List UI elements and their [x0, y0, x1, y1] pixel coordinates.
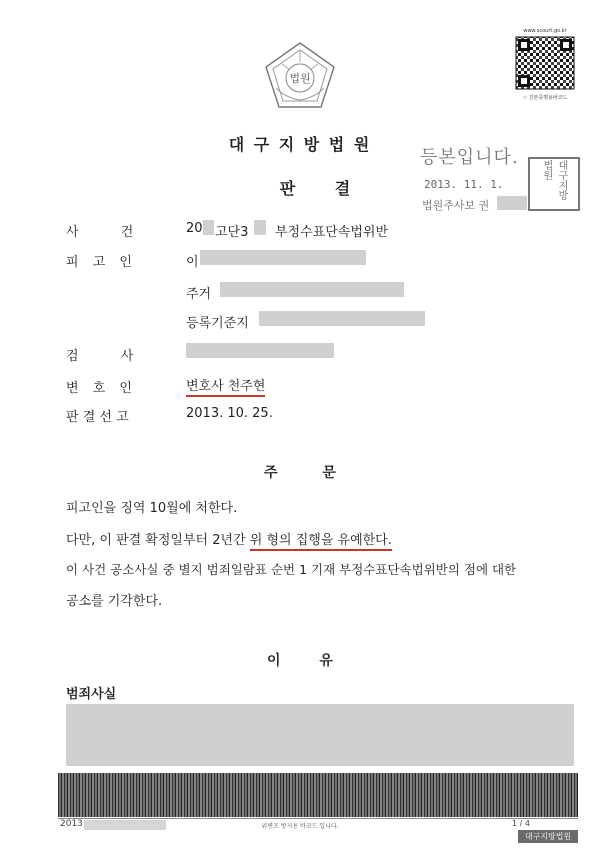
order-line-4: 공소를 기각한다.	[66, 594, 163, 609]
court-emblem	[262, 40, 338, 110]
case-name: 부정수표단속법위반	[275, 225, 389, 240]
certified-copy-stamp: 등본입니다.	[420, 147, 519, 168]
qr-code[interactable]	[512, 28, 578, 100]
footer-center: 위변조 방지용 바코드 입니다.	[261, 823, 339, 830]
reasons-heading: 이 유	[267, 653, 333, 669]
defendant-label: 피 고 인	[66, 255, 132, 270]
redaction-clerk-name	[497, 196, 527, 210]
stamp-date: 2013. 11. 1.	[424, 178, 504, 191]
footer-right: 대구지방법원	[524, 832, 572, 841]
case-number-mid: 고단3	[215, 225, 249, 240]
seal-text: 대구지방법원	[541, 160, 567, 200]
page-number: 1 / 4	[512, 819, 530, 828]
redaction-footer-case	[84, 820, 166, 830]
footer-bar	[58, 818, 578, 819]
redaction-case-number	[254, 220, 266, 235]
order-heading: 주 문	[264, 465, 336, 481]
stamp-clerk: 법원주사보 권	[422, 199, 490, 212]
address-label: 주거	[186, 287, 212, 302]
redaction-prosecutor	[186, 343, 334, 358]
defendant-name: 이	[186, 255, 199, 270]
document-title: 판 결	[279, 179, 351, 198]
qr-url: www.scourt.go.kr	[523, 28, 567, 34]
redaction-defendant	[200, 250, 366, 265]
order-line-2a: 다만, 이 판결 확정일부터 2년간	[66, 533, 250, 548]
anti-forgery-barcode	[58, 773, 578, 817]
registry-label: 등록기준지	[186, 316, 249, 331]
case-label: 사 건	[66, 225, 134, 240]
redaction-crime-facts	[66, 704, 574, 766]
reasons-subheading: 범죄사실	[66, 687, 117, 702]
counsel-label: 변 호 인	[66, 381, 132, 396]
order-line-2	[66, 529, 392, 548]
verdict-date: 2013. 10. 25.	[186, 406, 273, 421]
qr-caption: ☆ 진본증명용바코드	[522, 95, 568, 101]
case-number-prefix: 20	[186, 221, 203, 236]
order-line-2b: 위 형의 집행을 유예한다.	[250, 533, 392, 551]
prosecutor-label: 검 사	[66, 349, 134, 364]
court-seal	[528, 157, 580, 211]
court-name: 대 구 지 방 법 원	[228, 135, 372, 154]
footer-left: 2013	[60, 819, 83, 829]
order-line-3: 이 사건 공소사실 중 별지 범죄일람표 순번 1 기재 부정수표단속법위반의 점에 대한	[66, 562, 517, 577]
emblem-text: 법원	[289, 72, 311, 85]
verdict-date-label: 판 결 선 고	[66, 410, 129, 425]
redaction-address	[220, 282, 404, 297]
redaction-registry	[259, 311, 425, 326]
order-line-1: 피고인을 징역 10월에 처한다.	[66, 501, 238, 516]
counsel-value: 변호사 천주현	[186, 375, 265, 397]
redaction-case-year	[203, 220, 214, 235]
